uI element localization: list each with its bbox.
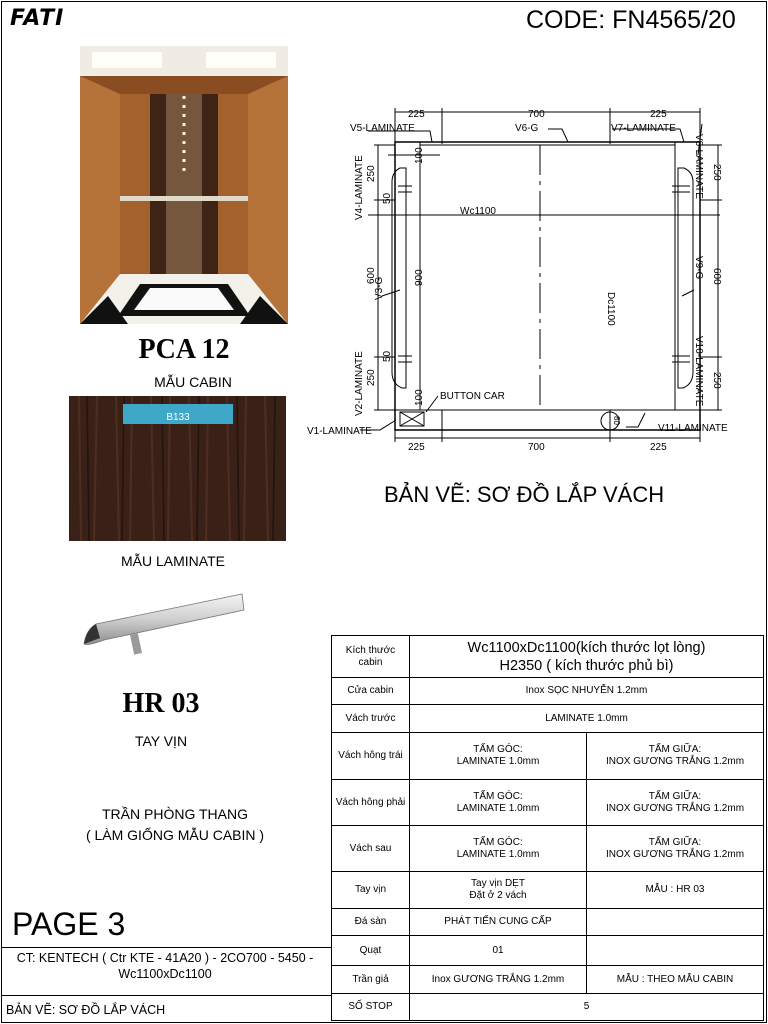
cabin-sample-caption: MẪU CABIN bbox=[154, 374, 232, 390]
row-value-left bbox=[410, 826, 587, 872]
row-value-left bbox=[410, 780, 587, 826]
spec-table bbox=[331, 635, 764, 1021]
row-value-left: PHÁT TIẾN CUNG CẤP bbox=[410, 909, 587, 936]
row-value-right bbox=[587, 733, 764, 780]
ceiling-note-line2: ( LÀM GIỐNG MẪU CABIN ) bbox=[85, 827, 265, 843]
dim-left-900: 900 bbox=[414, 269, 425, 286]
dim-top-left: 225 bbox=[408, 109, 425, 120]
row-label: Vách hông phải bbox=[332, 780, 410, 826]
row-value: Inox SỌC NHUYỄN 1.2mm bbox=[410, 678, 764, 705]
table-row bbox=[332, 994, 764, 1021]
row-label: SỐ STOP bbox=[332, 994, 410, 1021]
value-line: Đặt ở 2 vách bbox=[469, 890, 527, 901]
drawing-code: CODE: FN4565/20 bbox=[526, 6, 736, 34]
dim-left-50-bottom: 50 bbox=[382, 350, 393, 362]
label-width: Wc1100 bbox=[460, 206, 496, 217]
cabin-size-line1: Wc1100xDc1100(kích thước lọt lòng) bbox=[467, 639, 706, 656]
drawing-name: BẢN VẼ: SƠ ĐỒ LẮP VÁCH bbox=[6, 1003, 166, 1017]
value-line: TẤM GIỮA: bbox=[648, 744, 702, 755]
row-value: 5 bbox=[410, 994, 764, 1021]
drawing-title: BẢN VẼ: SƠ ĐỒ LẮP VÁCH bbox=[384, 482, 665, 507]
value-line: TẤM GIỮA: bbox=[648, 836, 702, 848]
value-line: TẤM GIỮA: bbox=[648, 790, 702, 802]
divider bbox=[1, 995, 331, 996]
label-v4: V4-LAMINATE bbox=[354, 155, 365, 220]
row-value-right: MẪU : HR 03 bbox=[587, 872, 764, 909]
row-value-right bbox=[587, 826, 764, 872]
dim-top-mid: 700 bbox=[528, 109, 545, 120]
table-row bbox=[332, 780, 764, 826]
row-value-left bbox=[410, 872, 587, 909]
value-line: INOX GƯƠNG TRẮNG 1.2mm bbox=[605, 756, 745, 767]
table-row bbox=[332, 826, 764, 872]
laminate-sample-caption: MẪU LAMINATE bbox=[121, 553, 225, 569]
row-value-right bbox=[587, 780, 764, 826]
project-line2: Wc1100xDc1100 bbox=[118, 967, 212, 981]
row-label: Quạt bbox=[332, 936, 410, 966]
handrail-sample-image bbox=[74, 590, 248, 656]
wall-layout-drawing bbox=[300, 100, 740, 460]
value-line: LAMINATE 1.0mm bbox=[456, 848, 540, 860]
table-row bbox=[332, 733, 764, 780]
dim-80: 80 bbox=[612, 416, 621, 425]
dim-left-50-top: 50 bbox=[382, 192, 393, 204]
row-label: Vách sau bbox=[332, 826, 410, 872]
dim-left-600: 600 bbox=[366, 267, 377, 284]
label-v1: V1-LAMINATE bbox=[307, 426, 372, 437]
row-label: Tay vịn bbox=[332, 872, 410, 909]
row-label: Cửa cabin bbox=[332, 678, 410, 705]
project-line1: CT: KENTECH ( Ctr KTE - 41A20 ) - 2CO700 - 5450 - bbox=[16, 951, 314, 965]
dim-left-250-bottom: 250 bbox=[366, 369, 377, 386]
row-value-right: MẪU : THEO MẪU CABIN bbox=[587, 966, 764, 994]
row-label: Vách hông trái bbox=[332, 733, 410, 780]
dim-bottom-mid: 700 bbox=[528, 442, 545, 453]
label-v8: V8-LAMINATE bbox=[693, 134, 704, 199]
value-line: LAMINATE 1.0mm bbox=[456, 802, 540, 814]
label-v2: V2-LAMINATE bbox=[354, 351, 365, 416]
dim-bottom-right: 225 bbox=[650, 442, 667, 453]
page-number: PAGE 3 bbox=[12, 906, 126, 942]
cabin-size-line2: H2350 ( kích thước phủ bì) bbox=[499, 657, 674, 674]
label-v7: V7-LAMINATE bbox=[611, 123, 676, 134]
row-label: Kích thước cabin bbox=[332, 636, 410, 678]
handrail-model-code: HR 03 bbox=[122, 688, 200, 719]
table-row bbox=[332, 909, 764, 936]
dim-bottom-left: 225 bbox=[408, 442, 425, 453]
row-value-left: 01 bbox=[410, 936, 587, 966]
laminate-badge: B133 bbox=[166, 412, 190, 423]
row-value-left bbox=[410, 733, 587, 780]
table-row bbox=[332, 705, 764, 733]
dim-right-250-bottom: 250 bbox=[711, 372, 722, 389]
row-value: LAMINATE 1.0mm bbox=[410, 705, 764, 733]
table-row bbox=[332, 678, 764, 705]
value-line: LAMINATE 1.0mm bbox=[456, 756, 540, 767]
cabin-model-code: PCA 12 bbox=[138, 334, 230, 365]
table-row bbox=[332, 966, 764, 994]
dim-left-100-top: 100 bbox=[414, 147, 425, 164]
dim-left-100-bottom: 100 bbox=[414, 389, 425, 406]
table-row bbox=[332, 872, 764, 909]
value-line: TẤM GÓC: bbox=[473, 790, 523, 802]
project-info bbox=[6, 950, 324, 982]
value-line: INOX GƯƠNG TRẮNG 1.2mm bbox=[605, 802, 745, 814]
fati-logo: FATI bbox=[10, 6, 65, 31]
dim-right-600: 600 bbox=[711, 268, 722, 285]
dim-top-right: 225 bbox=[650, 109, 667, 120]
dim-right-250-top: 250 bbox=[711, 164, 722, 181]
label-button-car: BUTTON CAR bbox=[440, 391, 505, 402]
label-v9: V9-G bbox=[693, 256, 704, 280]
cabin-size-value bbox=[410, 636, 764, 678]
value-line: TẤM GÓC: bbox=[473, 744, 523, 755]
handrail-sample-caption: TAY VỊN bbox=[134, 733, 188, 749]
value-line: TẤM GÓC: bbox=[473, 836, 523, 848]
label-v11: V11-LAMINATE bbox=[658, 423, 728, 434]
label-v10: V10-LAMINATE bbox=[693, 336, 704, 407]
row-label: Trần giả bbox=[332, 966, 410, 994]
row-label: Vách trước bbox=[332, 705, 410, 733]
row-value-right bbox=[587, 909, 764, 936]
label-v6: V6-G bbox=[515, 123, 539, 134]
row-label: Đá sàn bbox=[332, 909, 410, 936]
divider bbox=[1, 947, 331, 948]
cabin-sample-image bbox=[80, 46, 288, 324]
value-line: Tay vịn DẸT bbox=[471, 878, 525, 889]
table-row bbox=[332, 636, 764, 678]
label-depth: Dc1100 bbox=[605, 292, 616, 326]
value-line: INOX GƯƠNG TRẮNG 1.2mm bbox=[605, 848, 745, 860]
ceiling-note-line1: TRẦN PHÒNG THANG bbox=[102, 806, 248, 822]
table-row bbox=[332, 936, 764, 966]
dim-left-250-top: 250 bbox=[366, 165, 377, 182]
row-value-left: Inox GƯƠNG TRẮNG 1.2mm bbox=[410, 966, 587, 994]
row-value-right bbox=[587, 936, 764, 966]
label-v5: V5-LAMINATE bbox=[350, 123, 415, 134]
label-v3: V3-G bbox=[374, 276, 385, 300]
